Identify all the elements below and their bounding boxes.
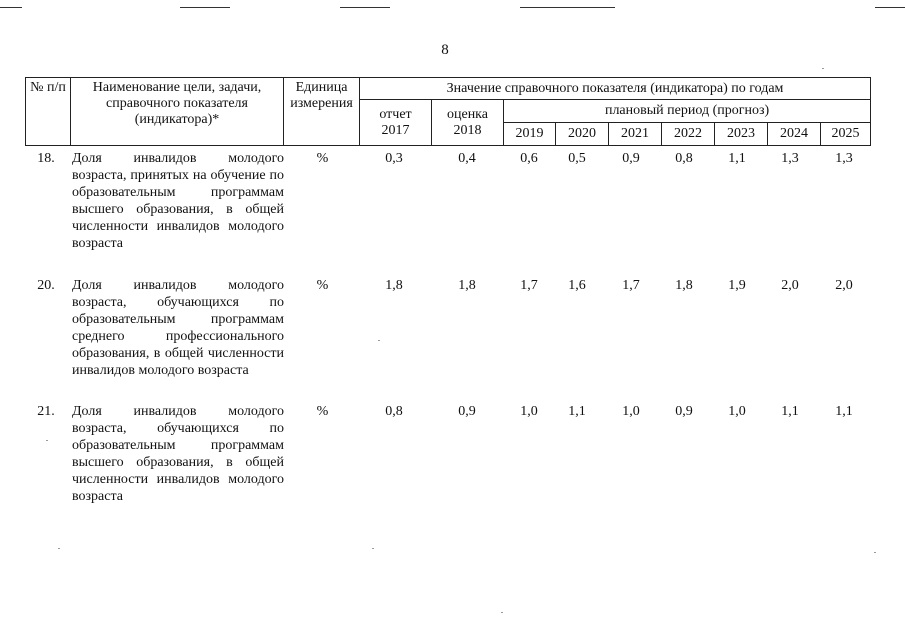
value-2019: 0,6 bbox=[520, 151, 538, 166]
row-number: 21. bbox=[37, 404, 55, 419]
value-2020: 1,6 bbox=[568, 278, 586, 293]
value-2023: 1,1 bbox=[728, 151, 746, 166]
header-year: 2023 bbox=[715, 123, 768, 146]
value-2021: 1,0 bbox=[622, 404, 640, 419]
header-year: 2019 bbox=[504, 123, 556, 146]
header-report-2017: отчет 2017 bbox=[360, 100, 432, 146]
header-year: 2020 bbox=[556, 123, 609, 146]
value-2023: 1,0 bbox=[728, 404, 746, 419]
indicator-unit: % bbox=[316, 404, 329, 419]
indicator-name: Доля инвалидов молодого возраста, обучающихся по образовательным программам высшего образования, в общей численности инвалидов молодого возраста bbox=[72, 404, 284, 504]
row-number: 18. bbox=[37, 151, 55, 166]
value-2024: 2,0 bbox=[781, 278, 799, 293]
scan-speck bbox=[372, 548, 374, 549]
value-2020: 1,1 bbox=[568, 404, 586, 419]
header-num: № п/п bbox=[26, 78, 71, 146]
value-2021: 0,9 bbox=[622, 151, 640, 166]
value-2022: 1,8 bbox=[675, 278, 693, 293]
header-values: Значение справочного показателя (индикатора) по годам bbox=[360, 78, 871, 100]
value-2020: 0,5 bbox=[568, 151, 586, 166]
value-2024: 1,3 bbox=[781, 151, 799, 166]
value-2017: 0,3 bbox=[385, 151, 403, 166]
value-2019: 1,7 bbox=[520, 278, 538, 293]
header-year: 2024 bbox=[768, 123, 821, 146]
header-estimate-2018: оценка 2018 bbox=[432, 100, 504, 146]
indicator-name: Доля инвалидов молодого возраста, обучающихся по образовательным программам среднего профессионального образования, в общей численности инвалидов молодого возраста bbox=[72, 278, 284, 378]
header-year: 2021 bbox=[609, 123, 662, 146]
value-2023: 1,9 bbox=[728, 278, 746, 293]
scan-line bbox=[180, 7, 230, 8]
value-2024: 1,1 bbox=[781, 404, 799, 419]
value-2025: 1,3 bbox=[835, 151, 853, 166]
value-2018: 0,4 bbox=[458, 151, 476, 166]
scan-speck bbox=[46, 440, 48, 441]
header-plan-period: плановый период (прогноз) bbox=[504, 100, 871, 123]
header-year: 2022 bbox=[662, 123, 715, 146]
indicator-table-header bbox=[25, 77, 871, 146]
scan-line bbox=[340, 7, 390, 8]
value-2018: 1,8 bbox=[458, 278, 476, 293]
scan-speck bbox=[58, 548, 60, 549]
scan-speck bbox=[378, 340, 380, 341]
scan-line bbox=[875, 7, 905, 8]
value-2022: 0,9 bbox=[675, 404, 693, 419]
value-2025: 1,1 bbox=[835, 404, 853, 419]
value-2018: 0,9 bbox=[458, 404, 476, 419]
scan-line bbox=[0, 7, 22, 8]
value-2025: 2,0 bbox=[835, 278, 853, 293]
value-2019: 1,0 bbox=[520, 404, 538, 419]
header-unit: Единица измерения bbox=[284, 78, 360, 146]
indicator-unit: % bbox=[316, 151, 329, 166]
scan-line bbox=[520, 7, 615, 8]
header-name: Наименование цели, задачи, справочного показателя (индикатора)* bbox=[71, 78, 284, 146]
scan-speck bbox=[501, 612, 503, 613]
value-2017: 1,8 bbox=[385, 278, 403, 293]
value-2022: 0,8 bbox=[675, 151, 693, 166]
row-number: 20. bbox=[37, 278, 55, 293]
header-year: 2025 bbox=[821, 123, 871, 146]
value-2021: 1,7 bbox=[622, 278, 640, 293]
scan-speck bbox=[874, 552, 876, 553]
page-number: 8 bbox=[441, 42, 449, 58]
indicator-unit: % bbox=[316, 278, 329, 293]
scan-speck bbox=[822, 68, 824, 69]
indicator-name: Доля инвалидов молодого возраста, принятых на обучение по образовательным программам высшего образования, в общей численности инвалидов молодого возраста bbox=[72, 151, 284, 251]
value-2017: 0,8 bbox=[385, 404, 403, 419]
